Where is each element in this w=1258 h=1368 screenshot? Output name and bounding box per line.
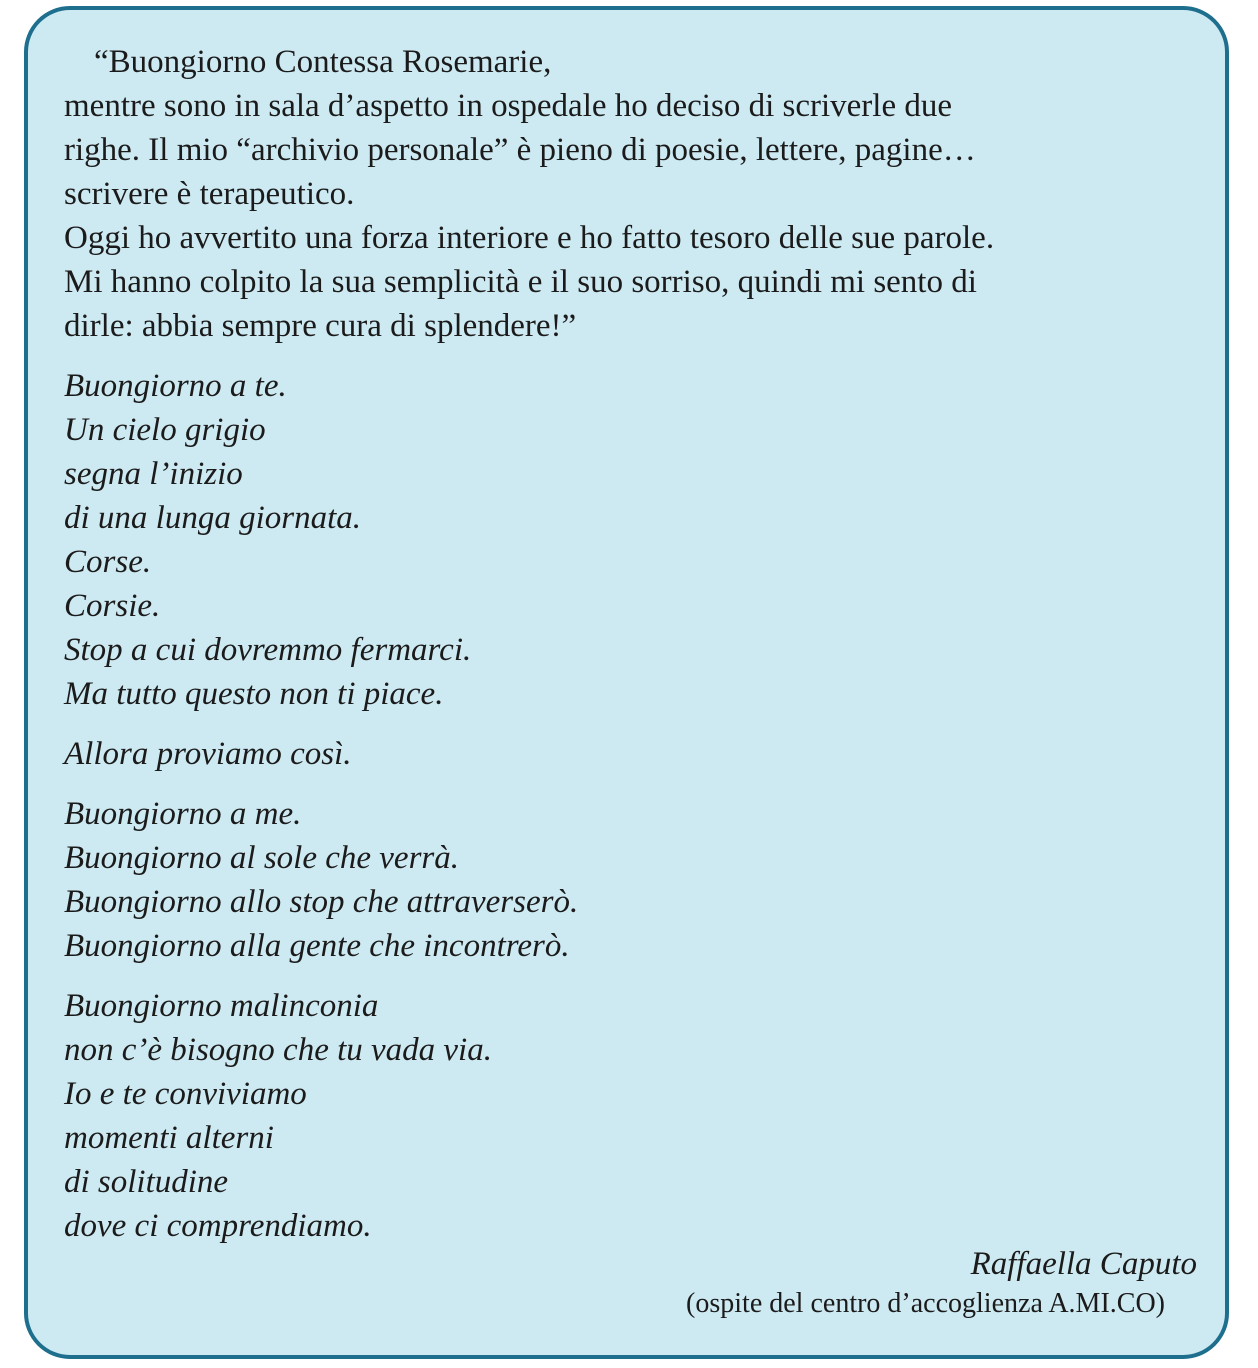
poem-line: Un cielo grigio [64,412,266,448]
spacer [64,776,1214,792]
poem-line: Buongiorno a te. [64,368,287,404]
signature-block [686,1242,1197,1322]
poem-stanza-3 [64,792,1214,968]
poem-line: Io e te conviviamo [64,1076,307,1112]
letter-line: dirle: abbia sempre cura di splendere!” [64,308,577,344]
poem-line: Corsie. [64,588,161,624]
poem-line: non c’è bisogno che tu vada via. [64,1032,492,1068]
poem-line: Ma tutto questo non ti piace. [64,676,444,712]
letter-text [64,40,1214,348]
poem-stanza-4 [64,984,1214,1248]
letter-line: scrivere è terapeutico. [64,176,355,212]
poem-stanza-2 [64,732,1214,776]
poem-line: Buongiorno al sole che verrà. [64,840,460,876]
poem-line: Buongiorno malinconia [64,988,379,1024]
letter-line: mentre sono in sala d’aspetto in ospedale ho deciso di scriverle due [64,88,952,124]
letter-line: Oggi ho avvertito una forza interiore e ho fatto tesoro delle sue parole. [64,220,995,256]
author-note: (ospite del centro d’accoglienza A.MI.CO) [686,1288,1165,1319]
content-area [64,40,1214,1248]
poem-line: Buongiorno alla gente che incontrerò. [64,928,570,964]
spacer [64,716,1214,732]
poem-line: dove ci comprendiamo. [64,1208,372,1244]
poem-line: Buongiorno a me. [64,796,302,832]
poem [64,364,1214,1248]
poem-line: Allora proviamo così. [64,736,352,772]
poem-line: segna l’inizio [64,456,243,492]
text-box [24,6,1229,1359]
poem-stanza-1 [64,364,1214,716]
letter-line: righe. Il mio “archivio personale” è pieno di poesie, lettere, pagine… [64,132,976,168]
poem-line: Buongiorno allo stop che attraverserò. [64,884,579,920]
spacer [64,348,1214,364]
poem-line: di una lunga giornata. [64,500,362,536]
letter-line: Mi hanno colpito la sua semplicità e il suo sorriso, quindi mi sento di [64,264,977,300]
spacer [64,968,1214,984]
poem-line: Corse. [64,544,152,580]
letter-greeting: “Buongiorno Contessa Rosemarie, [94,44,552,80]
poem-line: momenti alterni [64,1120,274,1156]
author-name: Raffaella Caputo [970,1246,1197,1282]
poem-line: Stop a cui dovremmo fermarci. [64,632,472,668]
poem-line: di solitudine [64,1164,229,1200]
